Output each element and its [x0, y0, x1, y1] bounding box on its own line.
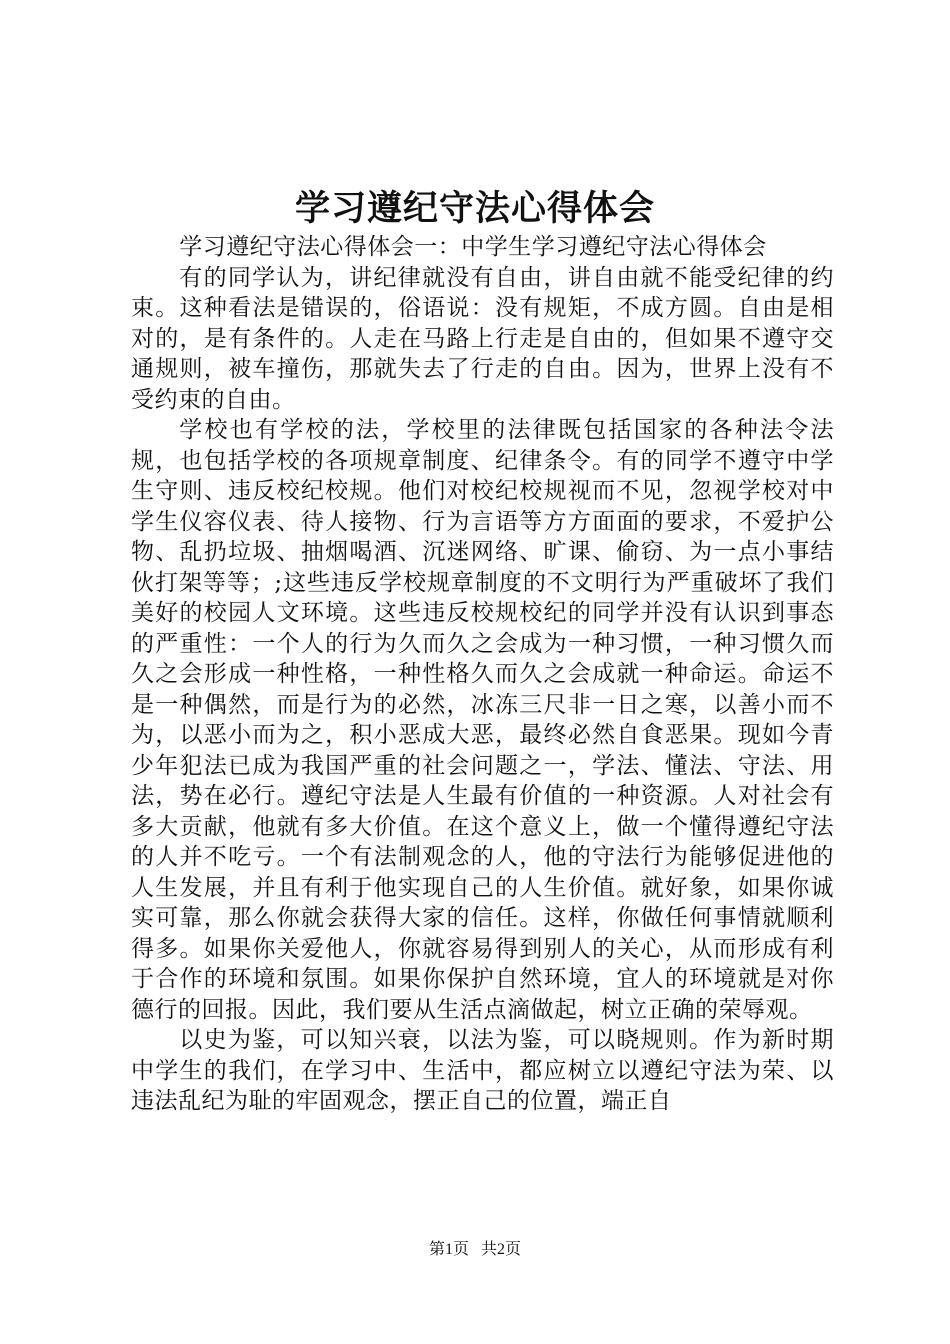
- paragraph-2: 学校也有学校的法，学校里的法律既包括国家的各种法令法规，也包括学校的各项规章制度、纪律条令。有的同学不遵守中学生守则、违反校纪校规。他们对校纪校规视而不见，忽视学校对中学生仪容仪表、待人接物、行为言语等方方面面的要求，不爱护公物、乱扔垃圾、抽烟喝酒、沉迷网络、旷课、偷窃、为一点小事结伙打架等等；;这些违反学校规章制度的不文明行为严重破坏了我们美好的校园人文环境。这些违反校规校纪的同学并没有认识到事态的严重性：一个人的行为久而久之会成为一种习惯，一种习惯久而久之会形成一种性格，一种性格久而久之会成就一种命运。命运不是一种偶然，而是行为的必然，冰冻三尺非一日之寒，以善小而不为，以恶小而为之，积小恶成大恶，最终必然自食恶果。现如今青少年犯法已成为我国严重的社会问题之一，学法、懂法、守法、用法，势在必行。遵纪守法是人生最有价值的一种资源。人对社会有多大贡献，他就有多大价值。在这个意义上，做一个懂得遵纪守法的人并不吃亏。一个有法制观念的人，他的守法行为能够促进他的人生发展，并且有利于他实现自己的人生价值。就好象，如果你诚实可靠，那么你就会获得大家的信任。这样，你做任何事情就顺利得多。如果你关爱他人，你就容易得到别人的关心，从而形成有利于合作的环境和氛围。如果你保护自然环境，宜人的环境就是对你德行的回报。因此，我们要从生活点滴做起，树立正确的荣辱观。: [131, 417, 834, 1023]
- document-title: 学习遵纪守法心得体会: [294, 188, 655, 229]
- page-footer: [0, 1238, 950, 1262]
- page-number: 第1页: [428, 1241, 469, 1258]
- paragraph-1: 有的同学认为，讲纪律就没有自由，讲自由就不能受纪律的约束。这种看法是错误的，俗语说：没有规矩，不成方圆。自由是相对的，是有条件的。人走在马路上行走是自由的，但如果不遵守交通规则，被车撞伤，那就失去了行走的自由。因为，世界上没有不受约束的自由。: [131, 264, 834, 413]
- paragraph-3: 以史为鉴，可以知兴衰，以法为鉴，可以晓规则。作为新时期中学生的我们，在学习中、生活中，都应树立以遵纪守法为荣、以违法乱纪为耻的牢固观念，摆正自己的位置，端正自: [131, 1027, 834, 1114]
- document-body: [131, 232, 834, 1117]
- page-total: 共2页: [481, 1241, 522, 1258]
- document-subtitle: 学习遵纪守法心得体会一：中学生学习遵纪守法心得体会: [179, 234, 767, 260]
